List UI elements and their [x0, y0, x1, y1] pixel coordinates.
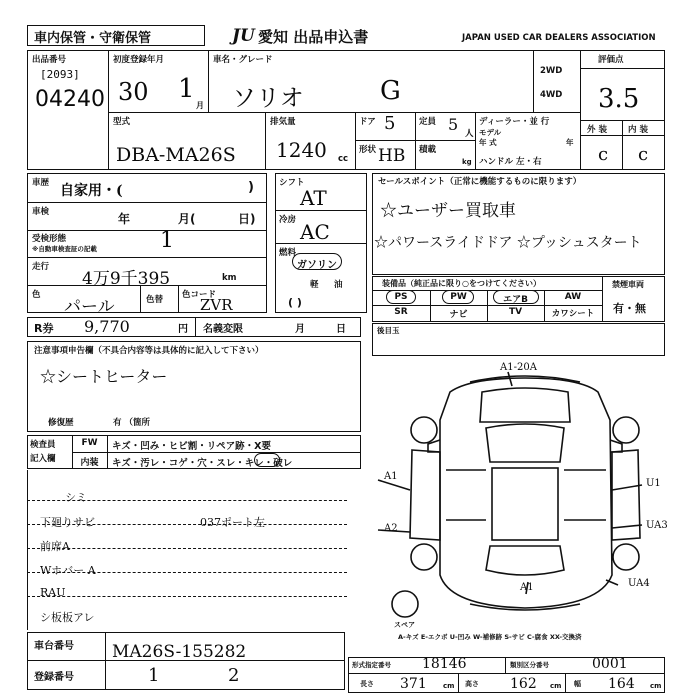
sales-point-line2: ☆パワースライドドア ☆プッシュスタート	[374, 235, 642, 251]
score-label: 評価点	[598, 55, 624, 65]
mileage-value: 4万9千395	[82, 269, 171, 289]
fuel-alt1: 軽	[310, 280, 319, 290]
load-label: 積載	[419, 145, 437, 155]
lot-number: 04240	[35, 87, 105, 112]
capacity-unit: 人	[465, 129, 474, 139]
dim-label-2: 類別区分番号	[510, 661, 549, 669]
note-line-7: シ板板アレ	[40, 611, 95, 624]
model-value: DBA-MA26S	[116, 144, 236, 166]
plate-label: 登録番号	[34, 672, 74, 683]
fuel-value: ガソリン	[297, 260, 337, 271]
remarks-label: 後目玉	[377, 326, 400, 335]
note-line-2: 下廻りサビ	[40, 516, 95, 529]
capacity-value: 5	[448, 115, 459, 134]
remarks-block	[372, 323, 665, 356]
fuel-alt2: 油	[334, 280, 343, 290]
diagram-mark-right-2: UA3	[646, 520, 668, 531]
doors-label: ドア	[359, 117, 376, 127]
year-label: 年 式	[479, 138, 497, 147]
meigi-day: 日	[336, 324, 346, 335]
storage-title: 車内保管・守衛保管	[34, 31, 152, 46]
checker-row2: キズ・汚レ・コゲ・穴・スレ・キレ・破レ	[112, 458, 293, 469]
spare-label: スペア	[394, 621, 415, 629]
width-value: 164	[608, 676, 635, 692]
shape-value: HB	[378, 146, 406, 166]
diagram-mark-right-3: UA4	[628, 578, 650, 589]
equip-aw: AW	[564, 292, 582, 302]
repair-value: 有 （箇所	[113, 418, 150, 428]
inspection-month: 月(	[178, 212, 196, 226]
lot-label: 出品番号	[32, 55, 67, 65]
chassis-label: 車台番号	[34, 641, 74, 652]
meigi-month: 月	[295, 324, 305, 335]
model-label: 型式	[113, 117, 131, 127]
receipt-label: 受検形態	[32, 234, 67, 244]
diagram-mark-left-2: A2	[384, 523, 398, 534]
capacity-label: 定員	[419, 117, 437, 127]
note-line-4: 前席A	[40, 540, 70, 553]
ju-logo: JU	[232, 26, 255, 46]
equipment-label: 装備品（純正品に限り○をつけてください）	[382, 279, 541, 288]
note-line-6: RAU	[40, 586, 66, 599]
note-line-3: 037ポート左	[200, 516, 265, 529]
meigi-label: 名義変限	[203, 324, 243, 335]
plate-value-2: 2	[228, 665, 240, 686]
equip-sr: SR	[394, 307, 408, 317]
exterior-score: c	[598, 144, 609, 165]
registration-year: 30	[118, 78, 149, 106]
car-grade: G	[380, 76, 401, 106]
association-name: JAPAN USED CAR DEALERS ASSOCIATION	[462, 33, 656, 43]
doors-value: 5	[384, 113, 396, 134]
drive-2wd: 2WD	[540, 66, 563, 76]
length-label: 長さ	[360, 680, 374, 688]
drive-4wd: 4WD	[540, 90, 563, 100]
sales-point-block	[372, 173, 665, 275]
equip-navi: ナビ	[449, 310, 468, 320]
height-value: 162	[510, 676, 537, 692]
dim-value-2: 0001	[592, 656, 628, 672]
color-code-label: 色コード	[182, 290, 217, 300]
dim-value-1: 18146	[422, 656, 467, 672]
receipt-sub: ※自動車検査証の記載	[32, 245, 97, 253]
inspection-label: 車検	[32, 207, 50, 217]
handle-label: ハンドル 左・右	[479, 157, 542, 167]
year-unit: 年	[566, 138, 574, 147]
recycle-block	[27, 317, 361, 337]
equip-airbag: エアB	[503, 295, 528, 305]
registration-month: 1	[178, 74, 195, 104]
recycle-label: R券	[34, 322, 54, 335]
note-line-1: シミ	[65, 491, 87, 504]
car-name-label: 車名・グレード	[213, 55, 273, 65]
inspection-day: 日)	[238, 212, 256, 226]
cc-unit: cc	[338, 154, 349, 164]
nonsmoke-value: 有・無	[613, 302, 646, 315]
height-unit: cm	[550, 682, 562, 690]
equip-pw-circle	[442, 290, 474, 304]
length-unit: cm	[443, 682, 455, 690]
diagram-mark-right-1: U1	[646, 478, 661, 489]
equip-leather: カワシート	[551, 309, 595, 319]
shape-label: 形状	[359, 145, 377, 155]
car-name: ソリオ	[232, 84, 304, 112]
color-label: 色	[32, 290, 41, 300]
usage-label: 車歴	[32, 178, 50, 188]
checker-fw: FW	[81, 438, 98, 448]
diagram-top-mark: A1-20A	[500, 362, 537, 373]
nonsmoke-label: 禁煙車両	[612, 280, 644, 289]
checker-label2: 記入欄	[30, 454, 56, 464]
dealer-label: ディーラー・並 行	[479, 117, 550, 127]
cooling-value: AC	[300, 220, 330, 244]
recycle-value: 9,770	[84, 317, 130, 336]
color-code: ZVR	[200, 296, 233, 314]
notes-value: ☆シートヒーター	[40, 367, 168, 386]
plate-value-1: 1	[148, 665, 160, 686]
score-value: 3.5	[598, 84, 640, 114]
checker-interior: 内装	[80, 458, 99, 468]
usage-close: )	[248, 180, 254, 195]
checker-label1: 検査員	[30, 440, 56, 450]
length-value: 371	[400, 676, 427, 692]
equip-ps: PS	[394, 292, 408, 302]
dim-label-1: 形式指定番号	[352, 661, 391, 669]
equip-airbag-circle	[493, 290, 539, 304]
inspection-year: 年	[118, 212, 131, 226]
diagram-mark-left-1: A1	[384, 471, 398, 482]
checker-row2-circle	[254, 453, 280, 467]
cooling-label: 冷房	[279, 215, 297, 225]
fuel-label: 燃料	[279, 248, 297, 258]
color-value: パール	[64, 297, 115, 317]
model-year-label: モデル	[479, 128, 502, 137]
diagram-mark-rear: A1	[520, 582, 534, 593]
registration-label: 初度登録年月	[113, 55, 165, 65]
mileage-label: 走行	[32, 262, 50, 272]
shift-value: AT	[300, 186, 327, 210]
width-label: 幅	[574, 680, 581, 688]
equip-pw: PW	[450, 292, 467, 302]
note-line-5: Wホバー A	[40, 564, 96, 577]
sales-point-label: セールスポイント（正常に機能するものに限ります）	[378, 177, 582, 187]
cc-value: 1240	[276, 138, 327, 162]
recycle-unit: 円	[178, 324, 188, 335]
height-label: 高さ	[465, 680, 479, 688]
receipt-value: 1	[160, 228, 174, 253]
equip-ps-circle	[386, 290, 416, 304]
notes-label: 注意事項申告欄（不具合内容等は具体的に記入して下さい）	[34, 346, 264, 356]
repair-label: 修復歴	[48, 418, 74, 428]
width-unit: cm	[650, 682, 662, 690]
damage-legend: A-キズ E-エクボ U-凹み W-補修跡 S-サビ C-腐食 XX-交換済	[398, 633, 582, 641]
load-unit: kg	[462, 158, 472, 166]
mileage-unit: km	[222, 273, 237, 283]
equip-tv: TV	[508, 307, 523, 317]
shift-label: シフト	[279, 178, 305, 188]
registration-month-unit: 月	[196, 101, 204, 110]
sales-point-line1: ☆ユーザー買取車	[380, 201, 516, 221]
cc-label: 排気量	[270, 117, 296, 127]
fuel-paren: ( )	[288, 296, 302, 309]
checker-row1: キズ・凹み・ヒビ割・リペア跡・X要	[112, 441, 271, 452]
usage-value: 自家用・(	[60, 183, 123, 199]
color-change-label: 色替	[146, 295, 164, 305]
lot-small: [2093]	[40, 68, 80, 81]
interior-score: c	[638, 144, 649, 165]
form-title: 愛知 出品申込書	[258, 28, 369, 46]
exterior-label: 外 装	[587, 125, 607, 135]
interior-label: 内 装	[628, 125, 648, 135]
chassis-value: MA26S-155282	[112, 642, 247, 662]
